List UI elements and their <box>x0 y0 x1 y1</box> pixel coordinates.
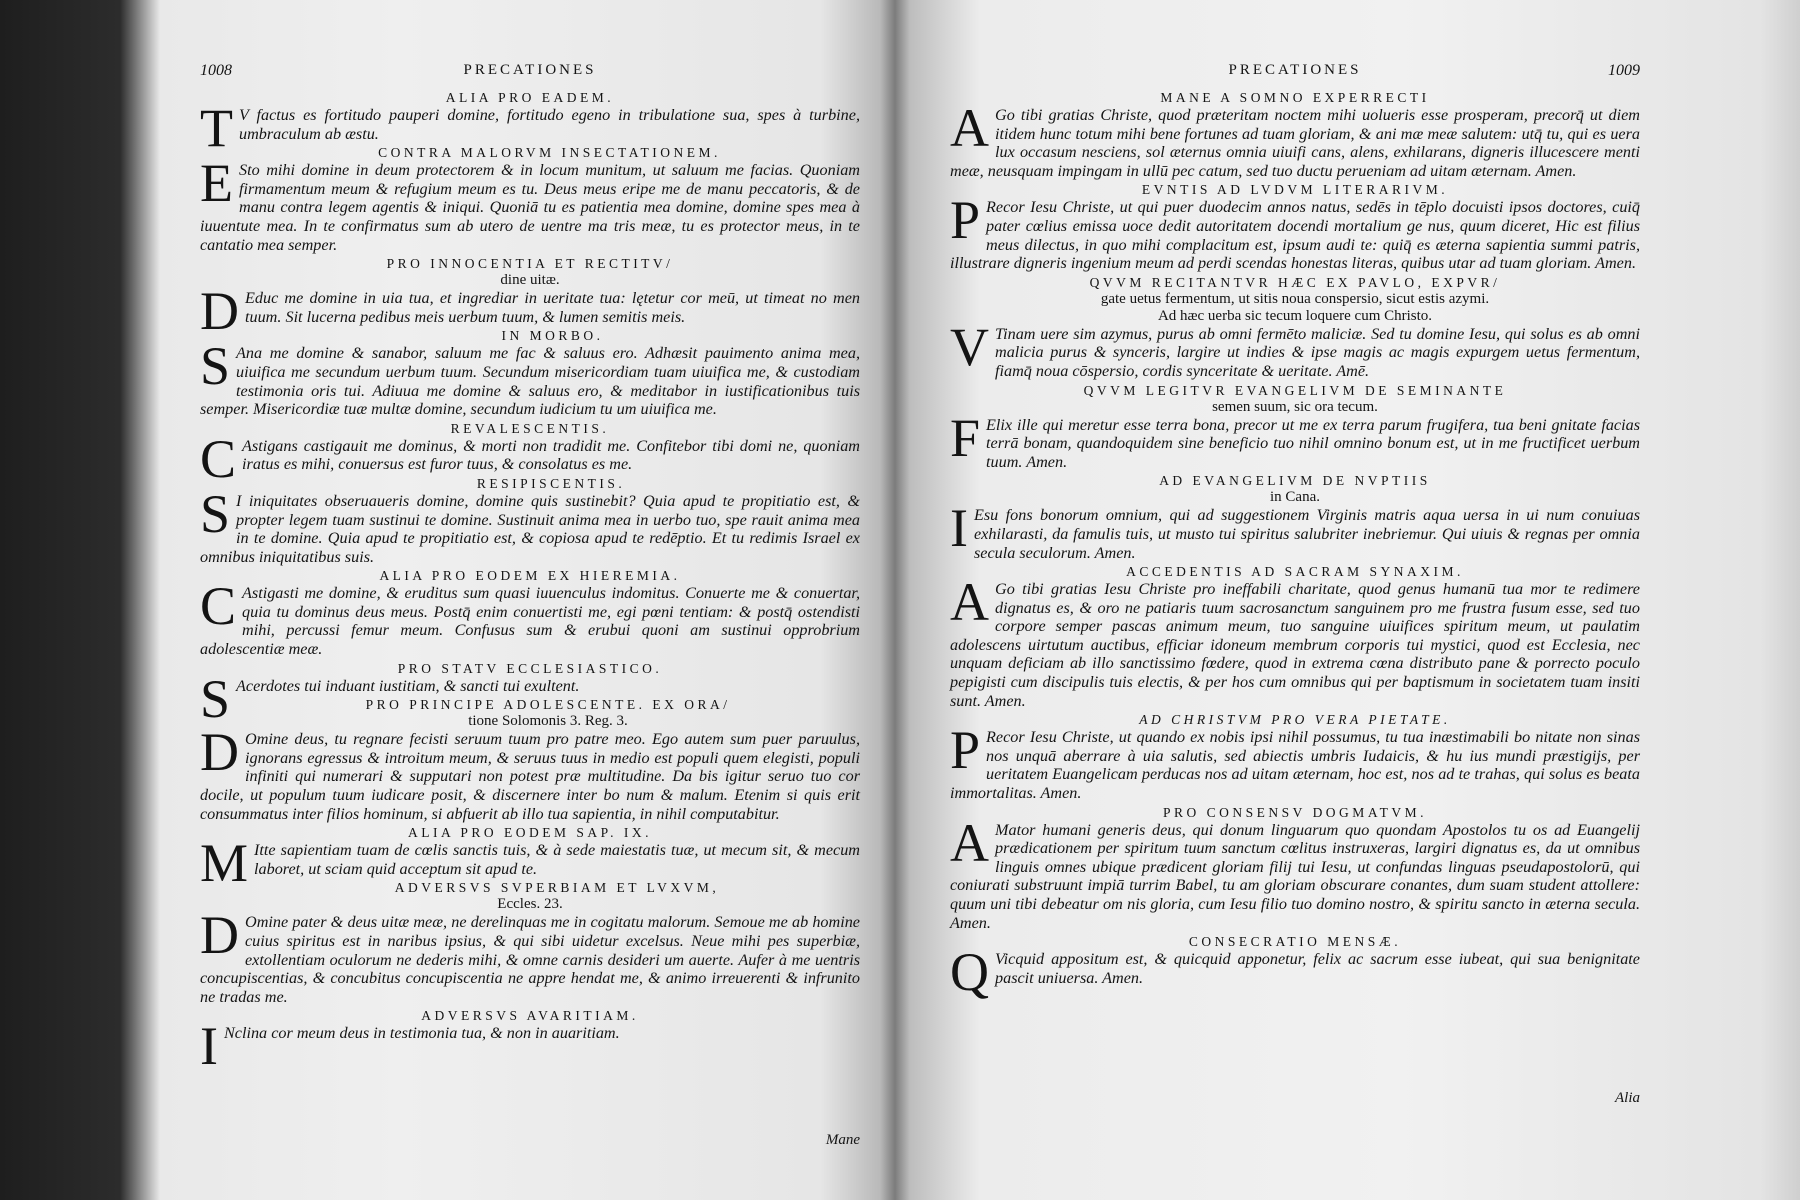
drop-cap-initial: A <box>950 812 989 873</box>
prayer-text-body: I iniquitates obseruaueris domine, domine quis sustinebit? Quia apud te propitiatio est, & propter legem tuam sustinui te domine. Sustinuit anima mea in uerbo tuo, spe rauit anima mea in te domine. Quia apud te propitiatio est, & copiosa apud te redēptio. Et tu redimis Israel ex omnibus iniquitatibus suis. <box>200 491 860 566</box>
prayer-heading: RESIPISCENTIS. <box>476 475 626 491</box>
running-title: PRECATIONES <box>463 62 597 78</box>
prayer-text-body: Educ me domine in uia tua, et ingrediar in ueritate tua: lętetur cor meū, ut timeat no men tuum. Sit lucerna pedibus meis uerbum tuum, & lumen semitis meis. <box>245 289 860 326</box>
prayer-text-body: Elix ille qui meretur esse terra bona, precor ut me ex terra parum frugifera, tua beni gnitate facias terrā bonam, quandoquidem sine beneficio tuo nihil omnino bonum est, ut in me fructificet uerbum tuum. Amen. <box>986 415 1640 471</box>
prayer-text <box>950 498 1640 562</box>
running-title: PRECATIONES <box>1228 62 1362 78</box>
prayer-block <box>950 712 1640 802</box>
drop-cap-initial: T <box>200 98 233 158</box>
prayer-block <box>950 564 1640 710</box>
prayer-heading: CONTRA MALORVM INSECTATIONEM. <box>378 145 721 161</box>
drop-cap-initial: P <box>950 720 981 781</box>
page-number: 1008 <box>200 62 232 79</box>
prayer-heading: PRO INNOCENTIA ET RECTITV/ <box>386 256 674 272</box>
catchword: Mane <box>825 1132 860 1148</box>
prayer-heading: ACCEDENTIS AD SACRAM SYNAXIM. <box>1126 564 1464 580</box>
prayer-heading: QVVM LEGITVR EVANGELIVM DE SEMINANTE <box>1083 382 1507 398</box>
page-number: 1009 <box>1608 62 1640 79</box>
running-head <box>200 60 860 88</box>
drop-cap-initial: A <box>950 572 989 633</box>
prayer-text-body: Ana me domine & sanabor, saluum me fac & saluus ero. Adhæsit pauimento anima mea, uiuifica me secundum uerbum tuum. Secundum misericordiam tuam uiuifica me, & custodiam testimonia oris tui. Adiuua me domine & saluus ero, & meditabor in iustificationibus tuis semper. Misericordiæ tuæ multæ domine, secundum iudicium tu um uiuifica me. <box>200 344 860 419</box>
prayer-text-body: Omine pater & deus uitæ meæ, ne derelinquas me in cogitatu malorum. Semoue me ab homine cuius spiritus est in naribus ipsius, & qui sibi uidetur excelsus. Neue mihi pes superbiæ, extollentiam oculorum ne dederis mihi, & omne carnis desideri um auerte. Aufer à me uentris concupiscentias, & concubitus concupiscentia ne appre hendat me, & animo irreuerenti & infrunito ne tradas me. <box>200 913 860 1006</box>
prayer-heading-continuation: gate uetus fermentum, ut sitis noua conspersio, sicut estis azymi. <box>1100 290 1490 307</box>
drop-cap-initial: S <box>200 668 231 729</box>
prayer-heading: IN MORBO. <box>501 328 604 344</box>
prayer-text-body: Mator humani generis deus, qui donum linguarum quo quondam Apostolos tu os ad Euangelij prædicationem per spiritum tuum sanctum cœlitus instruxeras, largiri dignatus es, da ut omnibus linguis omnes ubique prædicent gloriam filij tui Iesu, ut confundas linguas pseudapostolorū, qui coniurati substruunt impiā turrim Babel, tu am gloriam obscurare conantes, dum suam student attollere: quum uni tibi debeatur om nis gloria, cum Iesu filio tuo domino nostro, & spiritu sancto in æterna secula. Amen. <box>950 820 1640 932</box>
prayer-heading: MANE A SOMNO EXPERRECTI <box>1160 90 1430 105</box>
prayer-text-body: Acerdotes tui induant iustitiam, & sancti tui exultent. <box>236 676 580 695</box>
prayer-text-body: Itte sapientiam tuam de cœlis sanctis tuis, & à sede maiestatis tuæ, ut mecum sit, & mecum laboret, ut sciam quid acceptum sit apud te. <box>254 841 860 878</box>
prayer-text-body: Astigans castigauit me dominus, & morti non tradidit me. Confitebor tibi domi ne, quoniam iratus es mihi, conuersus est furor tuus, & consolatus es me. <box>242 436 860 474</box>
prayer-heading: ALIA PRO EODEM EX HIEREMIA. <box>379 568 681 584</box>
prayer-heading: EVNTIS AD LVDVM LITERARIVM. <box>1141 182 1449 198</box>
prayer-heading: PRO STATV ECCLESIASTICO. <box>397 660 663 676</box>
prayer-heading: CONSECRATIO MENSÆ. <box>1188 934 1402 950</box>
prayer-heading: ADVERSVS AVARITIAM. <box>421 1008 639 1024</box>
prayer-block <box>950 473 1640 562</box>
prayer-block <box>950 275 1640 381</box>
prayer-list <box>200 90 860 1077</box>
prayer-text-body: Recor Iesu Christe, ut quando ex nobis ipsi nihil possumus, tu tua inæstimabili bo nitate non sinas nos unquā aberrare à uia salutis, sed abiectis umbris Iudaicis, & hu ius mundi præstigijs, per ueritatem Euangelicam perducas nos ad uitam æternam, hoc est, nos ad te trahas, qui solus es beata immortalitas. Amen. <box>950 728 1640 803</box>
prayer-block <box>950 383 1640 472</box>
prayer-block <box>200 1008 860 1077</box>
drop-cap-initial: D <box>200 281 239 342</box>
drop-cap-initial: F <box>950 407 981 468</box>
prayer-text-body: Go tibi gratias Christe, quod præteritam noctem mihi uolueris esse prosperam, precorq̄ ut diem itidem hunc totum mihi bene fortunes ad tuam gloriam, & ani mæ meæ salutem: utq̄ tu, qui es uera lux occasum nesciens, sol æternus omnia uiuifi cans, alens, exhilarans, digneris illucescere menti meæ, neusquam impingam in ullū pec catum, sed tuo ductu perueniam ad uitam æternam. Amen. <box>950 106 1640 180</box>
drop-cap-initial: C <box>200 428 237 489</box>
prayer-text-body: V factus es fortitudo pauperi domine, fortitudo egeno in tribulatione sua, spes à turbine, umbraculum ab æstu. <box>239 106 860 143</box>
prayer-heading: REVALESCENTIS. <box>450 420 610 436</box>
drop-cap-initial: S <box>200 483 231 544</box>
prayer-heading-continuation: tione Solomonis 3. Reg. 3. <box>468 713 628 730</box>
prayer-block <box>950 90 1640 180</box>
prayer-heading: ADVERSVS SVPERBIAM ET LVXVM, <box>394 880 720 896</box>
prayer-heading: PRO PRINCIPE ADOLESCENTE. EX ORA/ <box>365 697 731 713</box>
prayer-heading: QVVM RECITANTVR HÆC EX PAVLO, EXPVR/ <box>1089 274 1501 290</box>
prayer-text-body: Sto mihi domine in deum protectorem & in locum munitum, ut saluum me facias. Quoniam firmamentum meum & refugium meum es tu. Deus meus eripe me de manu peccatoris, & de manu contra legem agentis & iniqui. Quoniā tu es patientia mea domine, domine spes mea à iuuentute mea. In te confirmatus sum ab utero de uentre ma tris meæ, tu es protector meus, in te cantatio mea semper. <box>200 161 860 254</box>
prayer-block <box>200 880 860 1006</box>
prayer-text-body: Omine deus, tu regnare fecisti seruum tuum pro patre meo. Ego autem sum puer paruulus, ignorans egressus & introitum meum, & seruus tuus in medio est populi quem elegisti, populi infiniti qui numerari & supputari non potest præ multitudine. Da bis igitur seruo tuo cor docile, ut populum tuum iudicare posit, & discernere inter bo num & malum. Etenim si quis erit consummatus inter filios hominum, si abfuerit ab illo tua sapientia, in nihil computabitur. <box>200 730 860 823</box>
prayer-heading-continuation: Ad hæc uerba sic tecum loquere cum Christo. <box>1157 307 1433 324</box>
prayer-text <box>950 316 1640 381</box>
drop-cap-initial: Q <box>950 942 989 1003</box>
prayer-heading-continuation: Eccles. 23. <box>497 896 563 913</box>
prayer-heading: AD EVANGELIVM DE NVPTIIS <box>1159 473 1431 489</box>
left-page <box>200 60 860 1148</box>
prayer-text <box>950 98 1640 180</box>
drop-cap-initial: P <box>950 190 981 251</box>
right-page <box>950 60 1640 1106</box>
prayer-heading: ALIA PRO EODEM SAP. IX. <box>407 825 653 841</box>
prayer-heading: PRO CONSENSV DOGMATVM. <box>1163 804 1427 820</box>
prayer-text-body: Nclina cor meum deus in testimonia tua, & non in auaritiam. <box>223 1024 620 1043</box>
prayer-heading: AD CHRISTVM PRO VERA PIETATE. <box>1139 712 1451 728</box>
drop-cap-initial: S <box>200 336 231 397</box>
prayer-text-body: Vicquid appositum est, & quicquid apponetur, felix ac sacrum esse iubeat, qui sua benignitate pascit uniuersa. Amen. <box>995 950 1640 987</box>
prayer-text-body: Esu fons bonorum omnium, qui ad suggestionem Virginis matris aqua uersa in ui num conuiuas exhilarasti, da famulis tuis, ut musto tui spiritus salubriter inebriemur. Qui uiuis & regnas per omnia secula seculorum. Amen. <box>973 506 1640 562</box>
prayer-heading-continuation: dine uitæ. <box>500 272 560 289</box>
prayer-text <box>950 407 1640 472</box>
prayer-block <box>200 145 860 254</box>
prayer-block <box>200 476 860 566</box>
drop-cap-initial: M <box>200 833 249 894</box>
catchword: Alia <box>1615 1090 1640 1106</box>
prayer-block <box>950 934 1640 1003</box>
prayer-block <box>950 805 1640 933</box>
prayer-heading-continuation: in Cana. <box>1270 489 1320 506</box>
drop-cap-initial: A <box>950 98 989 158</box>
drop-cap-initial: V <box>950 316 989 377</box>
prayer-text-body: Astigasti me domine, & eruditus sum quasi iuuenculus indomitus. Conuerte me & conuertar, quia tu dominus deus meus. Postq̄ enim conuertisti me, egi pœni tentiam: & postq̄ ostendisti mihi, percussi femur meum. Confusus sum & erubui quoni am sustinui opprobrium adolescentiæ meæ. <box>200 584 860 659</box>
prayer-text-body: Tinam uere sim azymus, purus ab omni fermēto maliciæ. Sed tu domine Iesu, qui solus es ab omni malicia purus & synceris, largire ut indies & ipse magis ac magis expurgem uetus fermentum, fiamq̄ noua cōspersio, cordis synceritate & ueritate. Amē. <box>995 324 1640 380</box>
prayer-text <box>200 722 860 823</box>
prayer-block <box>200 328 860 418</box>
prayer-text-body: Go tibi gratias Iesu Christe pro ineffabili charitate, quod genus humanū tua mor te redimere dignatus es, & oro ne patiaris tuum sacrosanctum sanguinem pro me frustra fusum esse, sed tuo corpore semper pascas animum meum, tuo sanguine uiuifices spiritum meum, ut paulatim adolescens uirtutum auctibus, efficiar idoneum membrum corporis tui mystici, quod est Ecclesia, nec unquam deficiam ab illo sanctissimo fœdere, quod in extrema cœna distributo pane & porrecto poculo pepigisti cum discipulis tuis electis, & per hos cum omnibus qui per baptismum in societatem tuam insiti sunt. Amen. <box>950 580 1640 710</box>
prayer-text-body: Recor Iesu Christe, ut qui puer duodecim annos natus, sedēs in tēplo docuisti ipsos doctores, cuiq̄ pater cœlius emissa uoce dedit autoritatem docendi mortalium ge nus, quum diceret, Hic est filius meus dilectus, in quo mihi complacitum est, ipsum audi te: quiq̄ es æterna sapientia summi patris, illustrare digneris ingenium meum ad perdi scendas honestas literas, quibus utar ad tuam gloriam. Amen. <box>950 198 1640 273</box>
drop-cap-initial: I <box>950 498 968 559</box>
prayer-list <box>950 90 1640 1003</box>
prayer-block <box>200 697 860 823</box>
drop-cap-initial: I <box>200 1016 218 1077</box>
prayer-text <box>200 905 860 1006</box>
drop-cap-initial: D <box>200 722 239 783</box>
prayer-block <box>950 182 1640 272</box>
prayer-block <box>200 568 860 658</box>
prayer-heading-continuation: semen suum, sic ora tecum. <box>1212 398 1378 415</box>
drop-cap-initial: E <box>200 153 233 214</box>
prayer-heading: ALIA PRO EADEM. <box>445 90 615 105</box>
drop-cap-initial: C <box>200 576 237 637</box>
running-head <box>950 60 1640 88</box>
drop-cap-initial: D <box>200 905 239 966</box>
